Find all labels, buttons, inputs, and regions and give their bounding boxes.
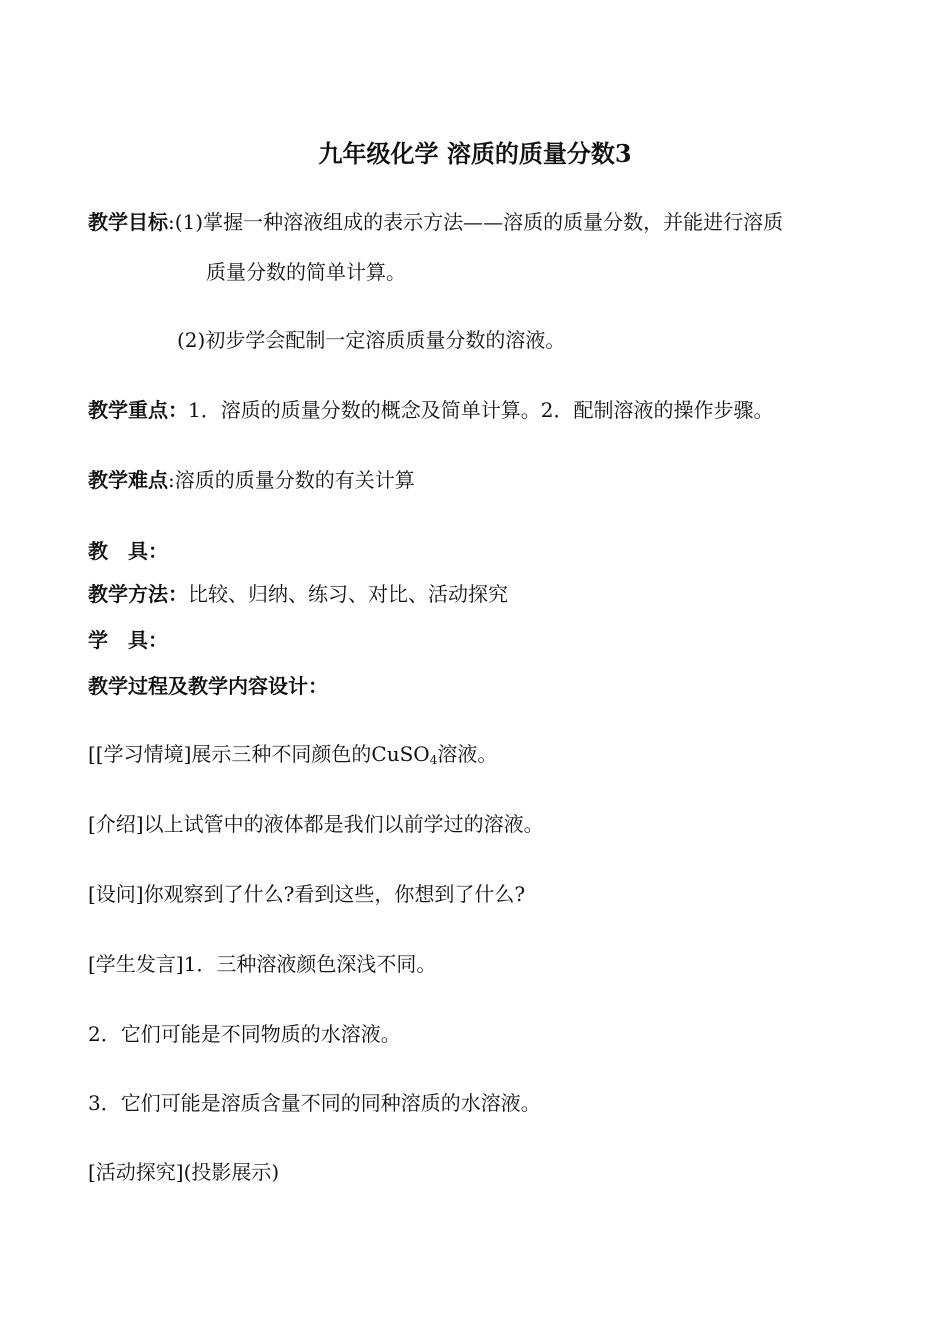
- methods-text: 比较、归纳、练习、对比、活动探究: [188, 582, 508, 606]
- teaching-tools-label: 教 具：: [88, 539, 168, 563]
- difficulty-label: 教学难点: [88, 468, 168, 492]
- key-points-line: [88, 396, 773, 424]
- student-answer-2: 2．它们可能是不同物质的水溶液。: [88, 1022, 401, 1046]
- process-label: 教学过程及教学内容设计：: [88, 674, 328, 698]
- objective-item-1-continued: 质量分数的简单计算。: [206, 260, 406, 284]
- difficulty-text: :溶质的质量分数的有关计算: [168, 468, 415, 492]
- intro-line: [介绍]以上试管中的液体都是我们以前学过的溶液。: [88, 812, 544, 836]
- objectives-label: 教学目标: [88, 210, 168, 234]
- difficulty-line: [88, 466, 415, 494]
- methods-label: 教学方法：: [88, 582, 188, 606]
- page-title: 九年级化学 溶质的质量分数3: [318, 139, 632, 168]
- key-points-label: 教学重点：: [88, 398, 188, 422]
- objective-item-1: (1)掌握一种溶液组成的表示方法——溶质的质量分数，并能进行溶质: [174, 210, 784, 234]
- situation-line: [88, 740, 497, 774]
- key-points-text: 1．溶质的质量分数的概念及简单计算。2．配制溶液的操作步骤。: [188, 398, 774, 422]
- methods-line: [88, 580, 508, 608]
- activity-line: [活动探究](投影展示): [88, 1160, 280, 1184]
- situation-prefix: [[学习情境]展示三种不同颜色的CuSO: [88, 742, 430, 766]
- objectives-colon: :: [168, 210, 175, 234]
- situation-subscript: 4: [429, 753, 438, 767]
- student-answer-3: 3．它们可能是溶质含量不同的同种溶质的水溶液。: [88, 1091, 541, 1115]
- objective-item-2: (2)初步学会配制一定溶质质量分数的溶液。: [177, 328, 566, 352]
- situation-suffix: 溶液。: [437, 742, 498, 766]
- objectives-line-1: [88, 208, 783, 236]
- student-answer-1: [学生发言]1．三种溶液颜色深浅不同。: [88, 952, 437, 976]
- student-tools-label: 学 具：: [88, 628, 168, 652]
- question-line: [设问]你观察到了什么?看到这些，你想到了什么?: [88, 882, 526, 906]
